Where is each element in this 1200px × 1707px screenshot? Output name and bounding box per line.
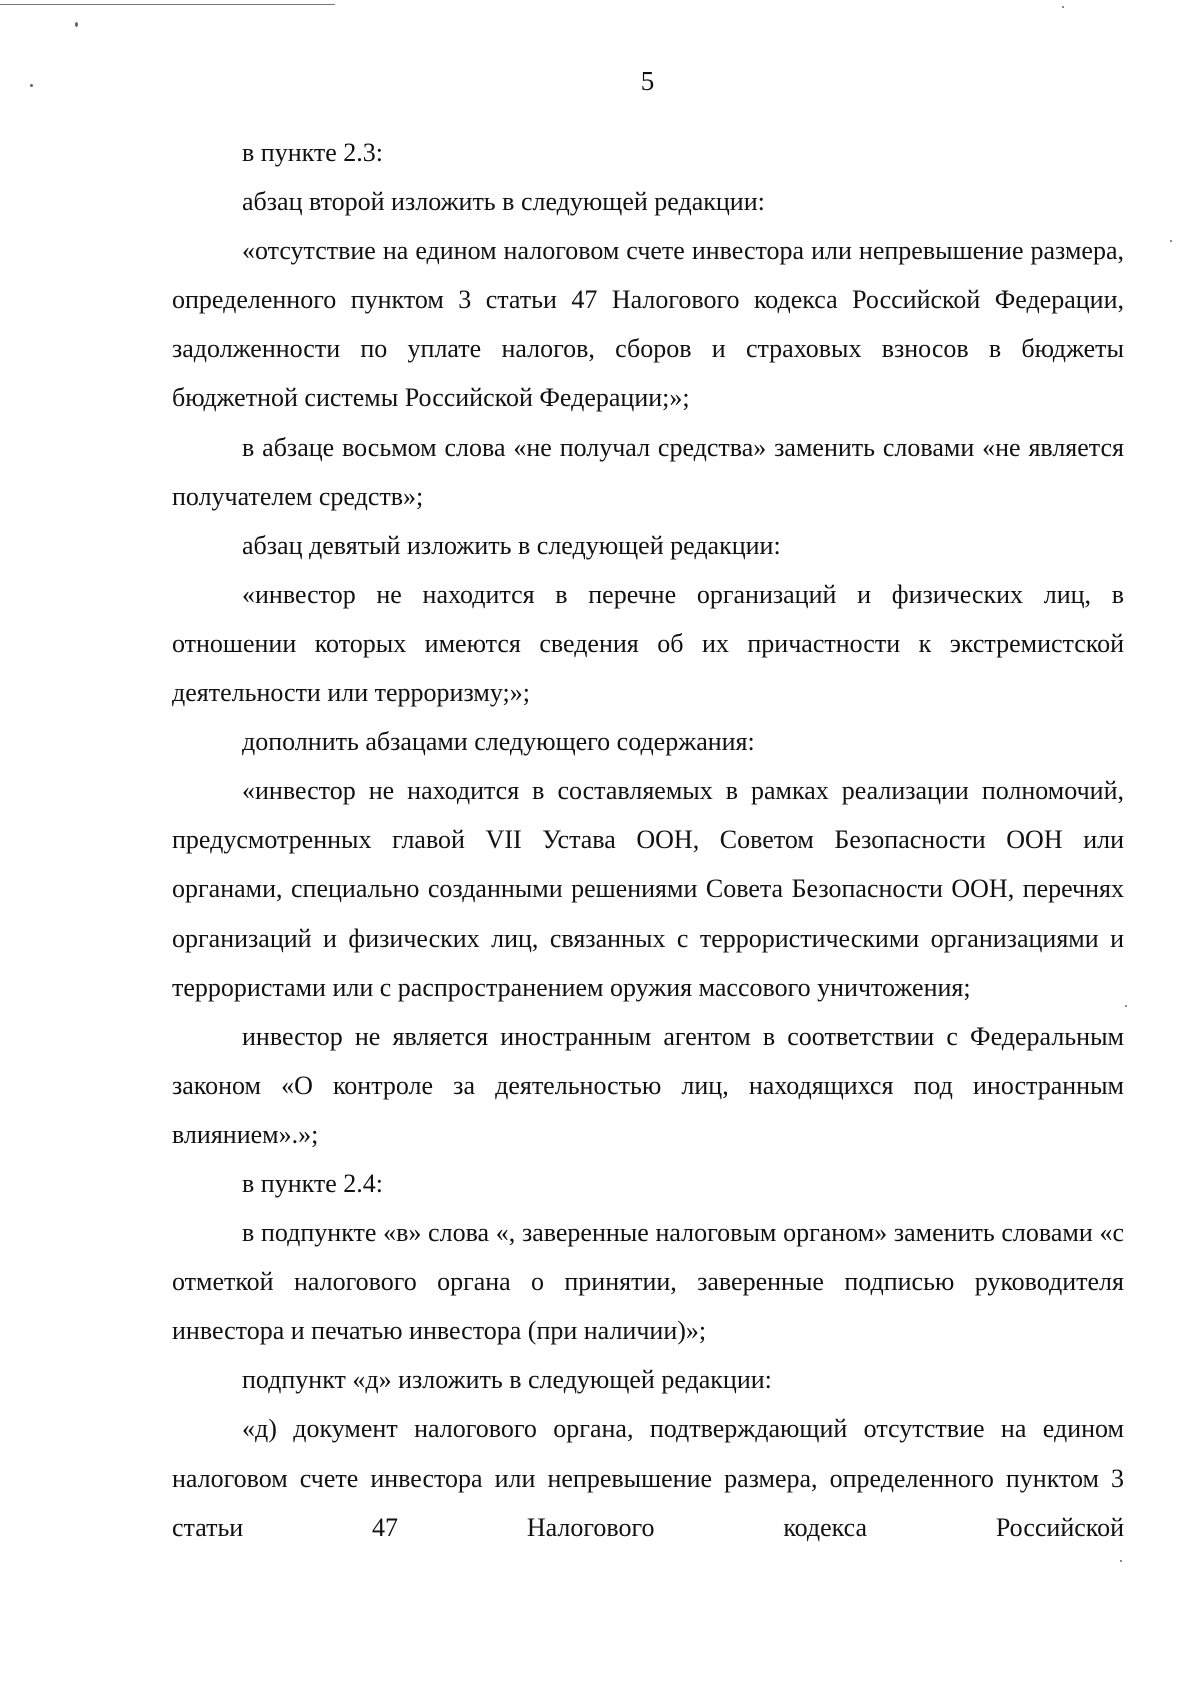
scan-speck [1120,1560,1122,1562]
paragraph: «инвестор не находится в перечне организаций и физических лиц, в отношении которых имеются сведения об их причастности к экстремистской деятельности или терроризму;»; [172,579,1124,708]
paragraph: инвестор не является иностранным агентом в соответствии с Федеральным законом «О контроле за деятельностью лиц, находящихся под иностранным влиянием».»; [172,1021,1124,1149]
scan-speck [75,22,78,27]
paragraph: «отсутствие на едином налоговом счете инвестора или непревышение размера, определенного пунктом 3 статьи 47 Налогового кодекса Российской Федерации, задолженности по уплате налогов, сборов и страховых взносов в бюджеты бюджетной системы Российской Федерации;»; [172,236,1124,413]
scan-edge-line [0,4,335,5]
scan-speck [1170,240,1172,242]
paragraph: абзац второй изложить в следующей редакции: [242,187,765,217]
paragraph: в пункте 2.3: [242,138,384,167]
paragraph: дополнить абзацами следующего содержания: [242,727,755,757]
paragraph: в абзаце восьмом слова «не получал средства» заменить словами «не является получателем средств»; [172,432,1124,511]
paragraph: «инвестор не находится в составляемых в рамках реализации полномочий, предусмотренных главой VII Устава ООН, Советом Безопасности ООН или органами, специально созданными решениями Совета Безопасности ООН, перечнях организаций и физических лиц, связанных с террористическими организациями и террористами или с распространением оружия массового уничтожения; [172,776,1124,1002]
scan-speck [1062,6,1064,8]
document-body [172,128,1124,1552]
paragraph: в пункте 2.4: [242,1168,384,1198]
scan-speck [1125,1005,1127,1007]
page-number: 5 [640,66,655,96]
paragraph: «д) документ налогового органа, подтверждающий отсутствие на едином налоговом счете инвестора или непревышение размера, определенного пунктом 3 статьи 47 Налогового кодекса Российской [172,1414,1124,1542]
paragraph: подпункт «д» изложить в следующей редакции: [242,1365,772,1395]
paragraph: абзац девятый изложить в следующей редакции: [242,530,781,560]
paragraph: в подпункте «в» слова «, заверенные налоговым органом» заменить словами «с отметкой налогового органа о принятии, заверенные подписью руководителя инвестора и печатью инвестора (при наличии)»; [172,1218,1124,1346]
